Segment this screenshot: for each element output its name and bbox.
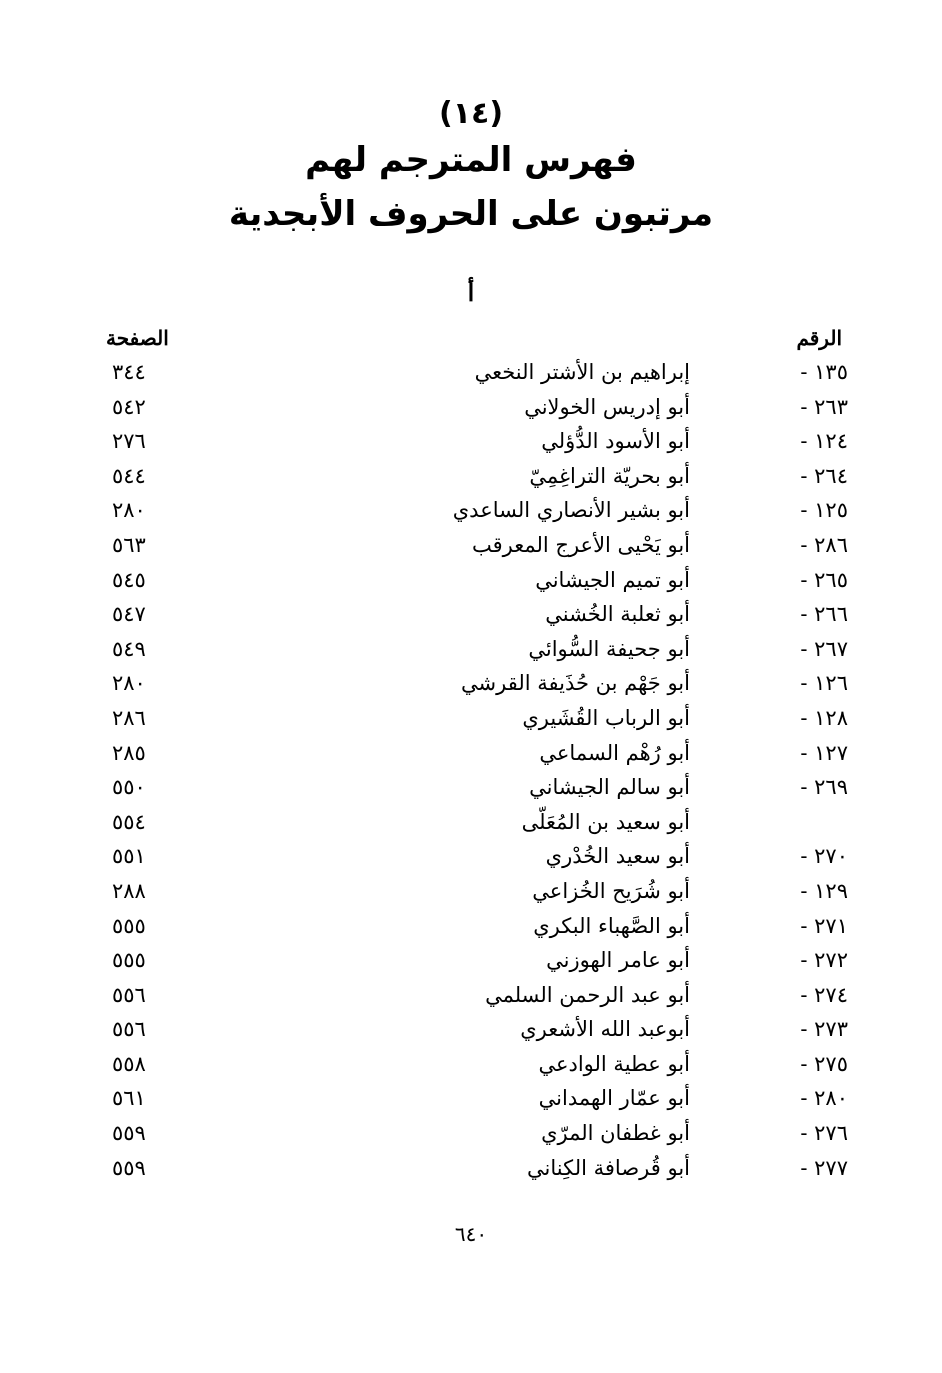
entry-number: ٢٨٦ - [800,532,848,557]
entry-number: ٢٧٥ - [800,1051,848,1076]
entry-number: ١٢٥ - [800,498,848,523]
index-entry [0,844,942,879]
entry-page: ٥٦١ [112,1086,146,1111]
entry-name: أبوعبد الله الأشعري [520,1017,690,1042]
entry-page: ٥٥٦ [112,982,146,1007]
column-header-number: الرقم [796,326,842,350]
index-entry [0,1156,942,1191]
entry-page: ٥٥١ [112,844,146,869]
index-entry [0,395,942,430]
entry-page: ٢٨٠ [112,498,146,523]
index-entry [0,1052,942,1087]
entry-page: ٥٥٩ [112,1155,146,1180]
index-entry [0,1086,942,1121]
entry-name: أبو عبد الرحمن السلمي [485,982,690,1007]
entry-number: ٢٦٤ - [800,463,848,488]
entry-page: ٢٨٥ [112,740,146,765]
entry-number: ٢٦٩ - [800,775,848,800]
entry-page: ٥٥٥ [112,913,146,938]
entry-name: أبو بشير الأنصاري الساعدي [452,498,690,523]
entry-page: ٥٤٢ [112,394,146,419]
entry-name: أبو سعيد بن المُعَلّى [521,809,690,834]
index-entry [0,671,942,706]
entry-number: ١٢٨ - [800,705,848,730]
entry-name: أبو يَحْيى الأعرج المعرقب [471,532,690,557]
entry-name: أبو ثعلبة الخُشني [545,602,690,627]
entry-number: ٢٧٦ - [800,1121,848,1146]
entry-name: أبو جحيفة السُّوائي [528,636,690,661]
entry-page: ٥٥٠ [112,775,146,800]
page-number: ٦٤٠ [454,1222,488,1246]
entry-name: أبو قُرصافة الكِناني [527,1155,690,1180]
chapter-number: (١٤) [438,96,504,131]
index-entry [0,637,942,672]
entry-name: أبو الرباب القُشَيري [522,705,690,730]
entry-number: ٢٦٦ - [800,602,848,627]
entry-name: أبو شُرَيح الخُزاعي [532,878,690,903]
entry-page: ٢٨٨ [112,878,146,903]
entry-name: أبو الصَّهباء البكري [533,913,690,938]
index-entry [0,360,942,395]
entry-number: ٢٧٠ - [800,844,848,869]
entry-number: ١٢٦ - [800,671,848,696]
entry-page: ٥٤٧ [112,602,146,627]
index-entry [0,914,942,949]
entry-page: ٢٨٦ [112,705,146,730]
entry-number: ٢٦٣ - [800,394,848,419]
section-letter: أ [467,278,475,307]
index-subtitle: مرتبون على الحروف الأبجدية [228,194,714,234]
entry-number: ٢٧٢ - [800,948,848,973]
entry-page: ٥٥٥ [112,948,146,973]
entry-name: أبو سعيد الخُدْري [545,844,690,869]
index-entry [0,498,942,533]
index-entry [0,464,942,499]
entry-page: ٥٥٨ [112,1051,146,1076]
entry-page: ٥٥٤ [112,809,146,834]
entry-name: إبراهيم بن الأشتر النخعي [474,360,690,384]
index-entry [0,602,942,637]
entry-name: أبو عطية الوادعي [538,1051,690,1076]
entry-page: ٥٤٩ [112,636,146,661]
index-entry [0,429,942,464]
index-entry [0,879,942,914]
entry-name: أبو سالم الجيشاني [529,775,690,800]
index-entries [0,360,942,1190]
index-entry [0,775,942,810]
entry-number: ٢٧١ - [800,913,848,938]
index-entry [0,741,942,776]
entry-name: أبو رُهْم السماعي [539,740,690,765]
entry-number: ١٣٥ - [800,360,848,384]
entry-number: ٢٦٥ - [800,567,848,592]
entry-name: أبو بحريّة التراغِمِيّ [529,463,690,488]
entry-number: ١٢٩ - [800,878,848,903]
entry-page: ٥٤٤ [112,463,146,488]
index-entry [0,706,942,741]
entry-number: ١٢٤ - [800,429,848,454]
index-entry [0,948,942,983]
entry-page: ٢٨٠ [112,671,146,696]
index-entry [0,1017,942,1052]
entry-page: ٢٧٦ [112,429,146,454]
entry-name: أبو جَهْم بن حُذَيفة القرشي [461,671,690,696]
entry-page: ٣٤٤ [112,360,146,384]
entry-number: ٢٦٧ - [800,636,848,661]
index-entry [0,568,942,603]
entry-name: أبو غطفان المرّي [541,1121,690,1146]
index-entry [0,810,942,845]
entry-page: ٥٤٥ [112,567,146,592]
index-entry [0,1121,942,1156]
entry-name: أبو الأسود الدُّؤلي [541,429,690,454]
entry-name: أبو إدريس الخولاني [524,394,690,419]
entry-number: ٢٧٣ - [800,1017,848,1042]
entry-number: ٢٧٧ - [800,1155,848,1180]
column-header-page: الصفحة [106,326,169,350]
entry-number: ٢٧٤ - [800,982,848,1007]
entry-page: ٥٥٦ [112,1017,146,1042]
entry-page: ٥٦٣ [112,532,146,557]
entry-name: أبو عمّار الهمداني [538,1086,690,1111]
entry-name: أبو عامر الهوزني [546,948,690,973]
entry-number: ١٢٧ - [800,740,848,765]
entry-page: ٥٥٩ [112,1121,146,1146]
index-entry [0,533,942,568]
index-title: فهرس المترجم لهم [305,140,637,180]
index-entry [0,983,942,1018]
entry-name: أبو تميم الجيشاني [535,567,690,592]
entry-number: ٢٨٠ - [800,1086,848,1111]
